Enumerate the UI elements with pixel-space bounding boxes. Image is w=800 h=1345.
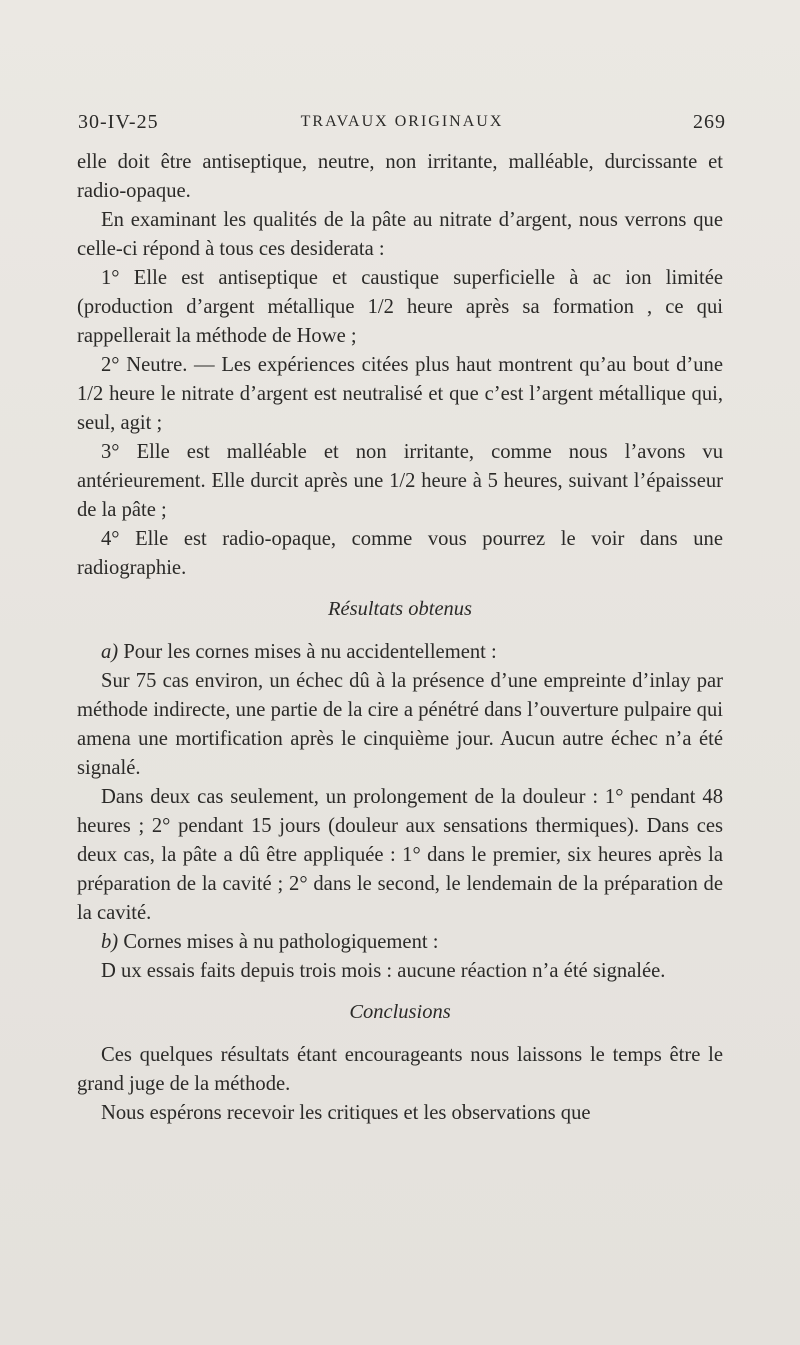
- paragraph: 2° Neutre. — Les expériences citées plus haut montrent qu’au bout d’une 1/2 heure le nitrate d’argent est neutralisé et que c’est l’argent métallique qui, seul, agit ;: [77, 354, 723, 434]
- paragraph: Nous espérons recevoir les critiques et les observations que: [101, 1102, 591, 1124]
- paragraph: Dans deux cas seulement, un prolongement de la douleur : 1° pendant 48 heures ; 2° pendant 15 jours (douleur aux sensations thermiques). Dans ces deux cas, la pâte a dû être appliquée : 1° dans le premier, six heures après la préparation de la cavité ; 2° dans le second, le lendemain de la préparation de la cavité.: [77, 786, 723, 924]
- list-item-b: [77, 928, 723, 957]
- item-label-a: a): [101, 641, 119, 663]
- item-text-b: Cornes mises à nu pathologiquement :: [123, 931, 439, 953]
- paragraph: 4° Elle est radio-opaque, comme vous pourrez le voir dans une radiographie.: [77, 528, 723, 579]
- running-header: [78, 111, 726, 137]
- paragraph: Sur 75 cas environ, un échec dû à la présence d’une empreinte d’inlay par méthode indirecte, une partie de la cire a pénétré dans l’ouverture pulpaire qui amena une mortification après le cinquième jour. Aucun autre échec n’a été signalé.: [77, 670, 723, 779]
- paragraph: En examinant les qualités de la pâte au nitrate d’argent, nous verrons que celle-ci répond à tous ces desiderata :: [77, 209, 723, 260]
- paragraph: elle doit être antiseptique, neutre, non irritante, malléable, durcissante et radio-opaque.: [77, 151, 723, 202]
- paragraph: D ux essais faits depuis trois mois : aucune réaction n’a été signalée.: [101, 960, 666, 982]
- paragraph: Ces quelques résultats étant encourageants nous laissons le temps être le grand juge de la méthode.: [77, 1044, 723, 1095]
- paragraph: 3° Elle est malléable et non irritante, comme nous l’avons vu antérieurement. Elle durcit après une 1/2 heure à 5 heures, suivant l’épaisseur de la pâte ;: [77, 441, 723, 521]
- header-title: TRAVAUX ORIGINAUX: [300, 113, 504, 130]
- item-text-a: Pour les cornes mises à nu accidentellement :: [123, 641, 497, 663]
- body-text: [77, 148, 723, 1128]
- section-heading-conclusions: Conclusions: [349, 1001, 451, 1023]
- header-date: 30-IV-25: [78, 111, 159, 133]
- item-label-b: b): [101, 931, 119, 953]
- paragraph: 1° Elle est antiseptique et caustique superficielle à ac ion limitée (production d’argent métallique 1/2 heure après sa formation , ce qui rappellerait la méthode de Howe ;: [77, 267, 723, 347]
- page-number: 269: [693, 111, 726, 133]
- list-item-a: [77, 638, 723, 667]
- section-heading-results: Résultats obtenus: [327, 598, 473, 620]
